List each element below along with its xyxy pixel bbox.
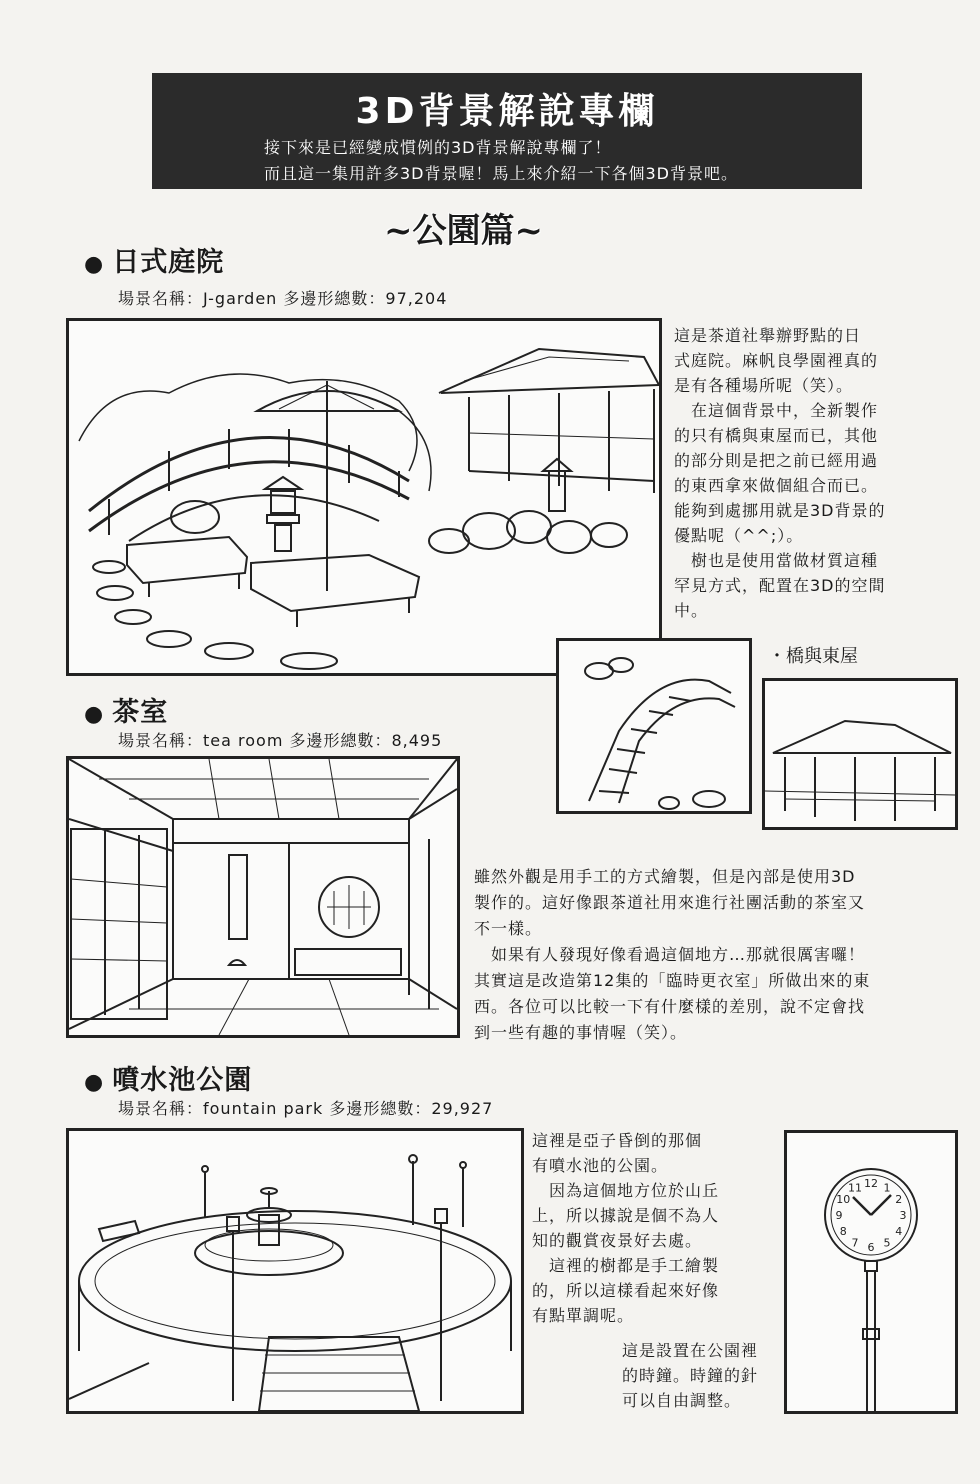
pavilion-illustration (762, 678, 958, 830)
bullet-icon: ● (84, 252, 105, 277)
scene-1-info: 場景名稱：J-garden 多邊形總數：97,204 (118, 289, 448, 308)
scene-3-title: ● 噴水池公園 (84, 1065, 253, 1096)
bullet-icon: ● (84, 1070, 105, 1095)
bullet-icon: ● (84, 702, 105, 727)
clock-numeral: 7 (851, 1236, 859, 1250)
clock-numeral: 1 (883, 1181, 891, 1195)
clock-numeral: 5 (883, 1236, 891, 1250)
bridge-illustration (556, 638, 752, 814)
clock-numeral: 11 (848, 1181, 862, 1195)
scene-2-info: 場景名稱：tea room 多邊形總數：8,495 (118, 731, 443, 750)
clock-numeral: 8 (839, 1225, 847, 1238)
clock-numeral: 9 (835, 1209, 843, 1222)
scene-1-title: ● 日式庭院 (84, 247, 225, 278)
scene-2-title: ● 茶室 (84, 697, 169, 728)
header-banner (152, 73, 862, 189)
clock-illustration (784, 1130, 958, 1414)
banner-intro-line-1: 接下來是已經變成慣例的3D背景解說專欄了！ (264, 138, 612, 157)
garden-illustration (66, 318, 662, 676)
clock-numeral: 4 (895, 1225, 903, 1238)
section-heading: ~公園篇~ (384, 211, 543, 251)
scene-2-description: 雖然外觀是用手工的方式繪製，但是內部是使用3D 製作的。這好像跟茶道社用來進行社團活動的茶室又 不一樣。 如果有人發現好像看過這個地方…那就很厲害囉！ 其實這是改造第12集的「臨時更衣室」所做出來的東 西。各位可以比較一下有什麼樣的差別，說不定會找 到一些有趣的事情喔（笑）。 (474, 867, 871, 1042)
banner-intro-line-2: 而且這一集用許多3D背景喔！馬上來介紹一下各個3D背景吧。 (264, 164, 739, 183)
inset-label: ・橋與東屋 (768, 646, 858, 667)
clock-numeral: 3 (899, 1209, 907, 1222)
clock-numeral: 12 (864, 1177, 878, 1190)
banner-title: 3D背景解說專欄 (355, 91, 659, 132)
clock-face (836, 1177, 907, 1254)
scene-1-description: 這是茶道社舉辦野點的日 式庭院。麻帆良學園裡真的 是有各種場所呢（笑）。 在這個背景中，全新製作 的只有橋與東屋而已，其他 的部分則是把之前已經用過 的東西拿來做個組合而已。 能夠到處挪用就是3D背景的 優點呢（^^;）。 樹也是使用當做材質這種 罕見方式，配置在3D的空間 中。 (674, 326, 886, 620)
clock-caption: 這是設置在公園裡 的時鐘。時鐘的針 可以自由調整。 (622, 1341, 759, 1410)
fountain-park-illustration (66, 1128, 524, 1414)
scene-3-description: 這裡是亞子昏倒的那個 有噴水池的公園。 因為這個地方位於山丘 上，所以據說是個不為人 知的觀賞夜景好去處。 這裡的樹都是手工繪製 的，所以這樣看起來好像 有點單調呢。 (532, 1131, 720, 1325)
clock-numeral: 10 (836, 1193, 851, 1206)
tea-room-illustration (66, 756, 460, 1038)
bullet-icon: ・ (768, 646, 786, 667)
scene-3-info: 場景名稱：fountain park 多邊形總數：29,927 (118, 1099, 494, 1118)
clock-numeral: 6 (867, 1241, 875, 1254)
clock-numeral: 2 (895, 1193, 903, 1206)
